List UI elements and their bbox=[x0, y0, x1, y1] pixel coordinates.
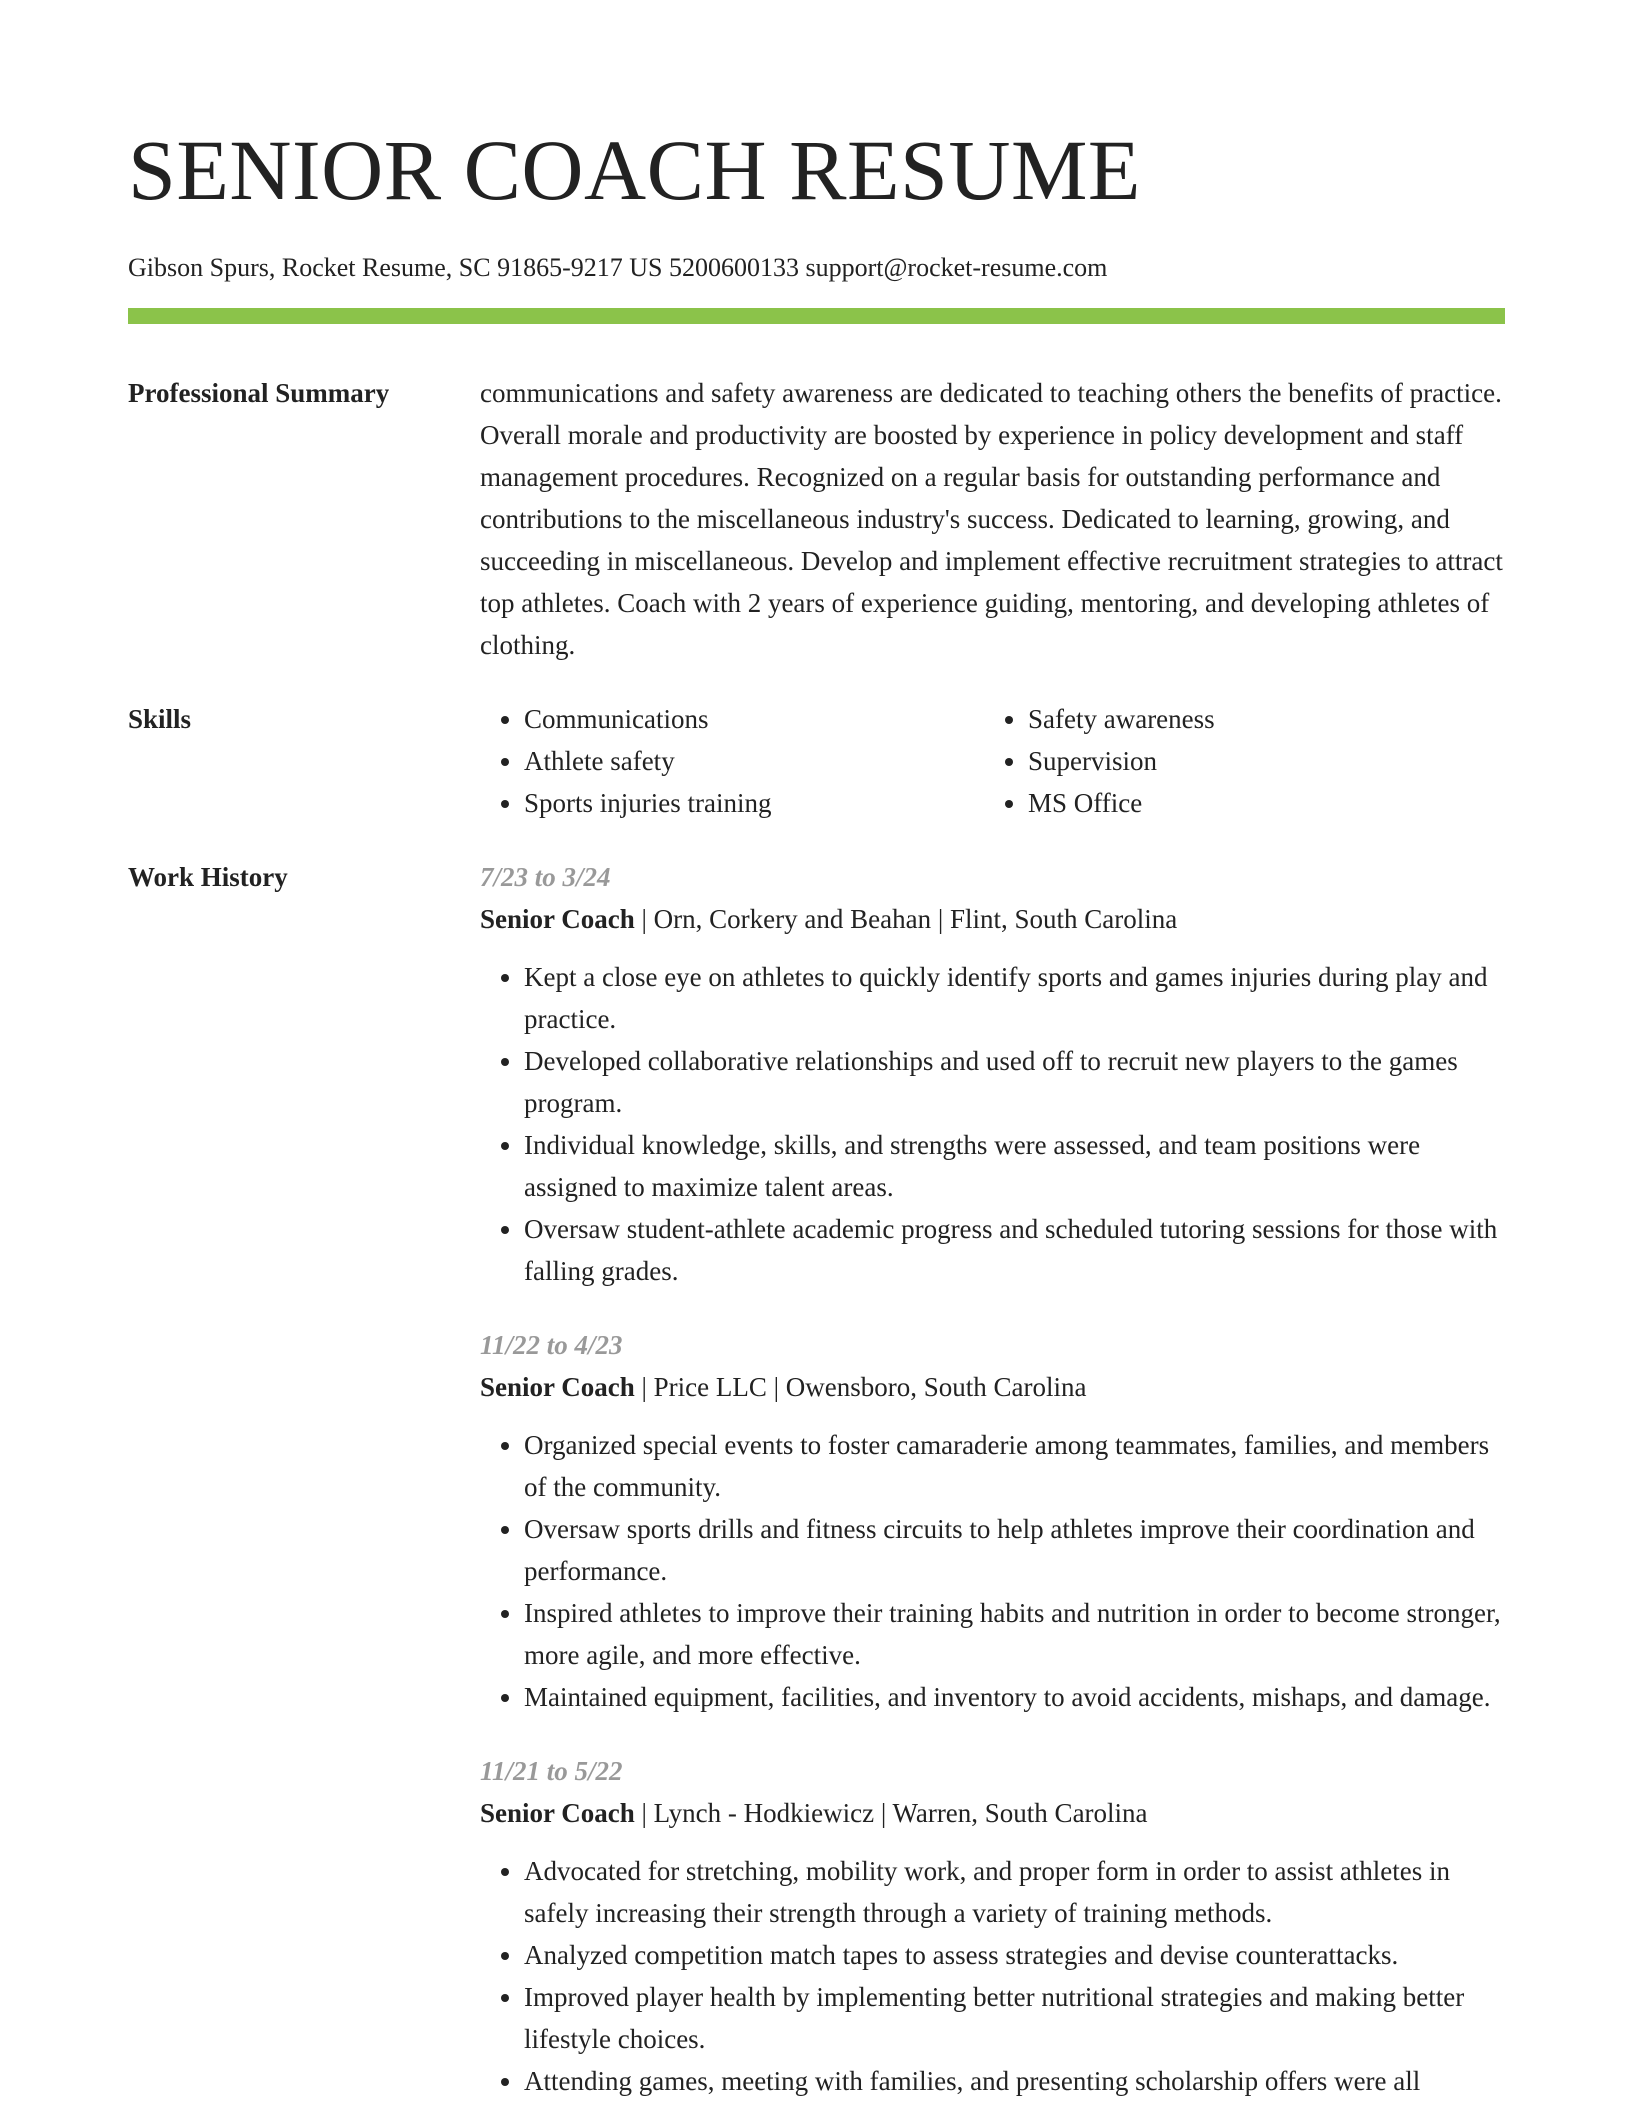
job-company-location: | Orn, Corkery and Beahan | Flint, South Carolina bbox=[634, 904, 1178, 934]
resume-page bbox=[128, 120, 1505, 2102]
header-divider bbox=[128, 308, 1505, 324]
section-heading: Work History bbox=[128, 862, 288, 892]
job-bullet: • Individual knowledge, skills, and strengths were assessed, and team positions were assigned to maximize talent areas. bbox=[524, 1124, 1505, 1208]
job-entry bbox=[480, 856, 1505, 1292]
job-title: Senior Coach bbox=[480, 904, 635, 934]
job-dates: 11/22 to 4/23 bbox=[480, 1330, 623, 1360]
skills-list-left bbox=[480, 698, 984, 824]
skill-item: • Safety awareness bbox=[1028, 698, 1488, 740]
job-title: Senior Coach bbox=[480, 1798, 635, 1828]
job-bullet: • Oversaw student-athlete academic progress and scheduled tutoring sessions for those with falling grades. bbox=[524, 1208, 1505, 1292]
job-bullet: • Kept a close eye on athletes to quickly identify sports and games injuries during play and practice. bbox=[524, 956, 1505, 1040]
job-bullets bbox=[480, 1850, 1505, 2102]
job-title: Senior Coach bbox=[480, 1372, 635, 1402]
job-dates: 11/21 to 5/22 bbox=[480, 1756, 623, 1786]
job-bullet: • Improved player health by implementing better nutritional strategies and making better lifestyle choices. bbox=[524, 1976, 1505, 2060]
section-heading: Professional Summary bbox=[128, 378, 390, 408]
job-bullet: • Maintained equipment, facilities, and inventory to avoid accidents, mishaps, and damage. bbox=[524, 1676, 1505, 1718]
address: Gibson Spurs, Rocket Resume, SC 91865-9217 US bbox=[128, 253, 669, 282]
skill-item: • Communications bbox=[524, 698, 984, 740]
job-bullet: • Organized special events to foster camaraderie among teammates, families, and members of the community. bbox=[524, 1424, 1505, 1508]
section-heading: Skills bbox=[128, 704, 192, 734]
job-company-location: | Lynch - Hodkiewicz | Warren, South Carolina bbox=[634, 1798, 1148, 1828]
job-bullet: • Oversaw sports drills and fitness circuits to help athletes improve their coordination and performance. bbox=[524, 1508, 1505, 1592]
job-bullet: • Inspired athletes to improve their training habits and nutrition in order to become stronger, more agile, and more effective. bbox=[524, 1592, 1505, 1676]
job-bullet: • Advocated for stretching, mobility work, and proper form in order to assist athletes in safely increasing their strength through a variety of training methods. bbox=[524, 1850, 1505, 1934]
professional-summary-section bbox=[128, 372, 1505, 666]
job-entry bbox=[480, 1750, 1505, 2102]
job-entry bbox=[480, 1324, 1505, 1718]
summary-text: communications and safety awareness are dedicated to teaching others the benefits of practice. Overall morale and productivity are boosted by experience in policy development and staff management procedures. Recognized on a regular basis for outstanding performance and contributions to the miscellaneous industry's success. Dedicated to learning, growing, and succeeding in miscellaneous. Develop and implement effective recruitment strategies to attract top athletes. Coach with 2 years of experience guiding, mentoring, and developing athletes of clothing. bbox=[480, 378, 1503, 660]
job-bullet: • Attending games, meeting with families, and presenting scholarship offers were all bbox=[524, 2060, 1505, 2102]
job-title-line bbox=[480, 1366, 1505, 1408]
email: support@rocket-resume.com bbox=[805, 253, 1108, 282]
job-company-location: | Price LLC | Owensboro, South Carolina bbox=[634, 1372, 1087, 1402]
skills-section bbox=[128, 698, 1505, 824]
job-bullets bbox=[480, 956, 1505, 1292]
job-title-line bbox=[480, 898, 1505, 940]
skill-item: • Sports injuries training bbox=[524, 782, 984, 824]
job-dates: 7/23 to 3/24 bbox=[480, 862, 611, 892]
skill-item: • Supervision bbox=[1028, 740, 1488, 782]
job-title-line bbox=[480, 1792, 1505, 1834]
job-bullet: • Analyzed competition match tapes to assess strategies and devise counterattacks. bbox=[524, 1934, 1505, 1976]
work-history-section bbox=[128, 856, 1505, 2102]
job-bullets bbox=[480, 1424, 1505, 1718]
skills-list-right bbox=[984, 698, 1488, 824]
resume-title: SENIOR COACH RESUME bbox=[128, 122, 1141, 218]
job-bullet: • Developed collaborative relationships and used off to recruit new players to the games program. bbox=[524, 1040, 1505, 1124]
contact-line bbox=[128, 248, 1505, 288]
phone: 5200600133 bbox=[668, 253, 806, 282]
skill-item: • MS Office bbox=[1028, 782, 1488, 824]
skill-item: • Athlete safety bbox=[524, 740, 984, 782]
